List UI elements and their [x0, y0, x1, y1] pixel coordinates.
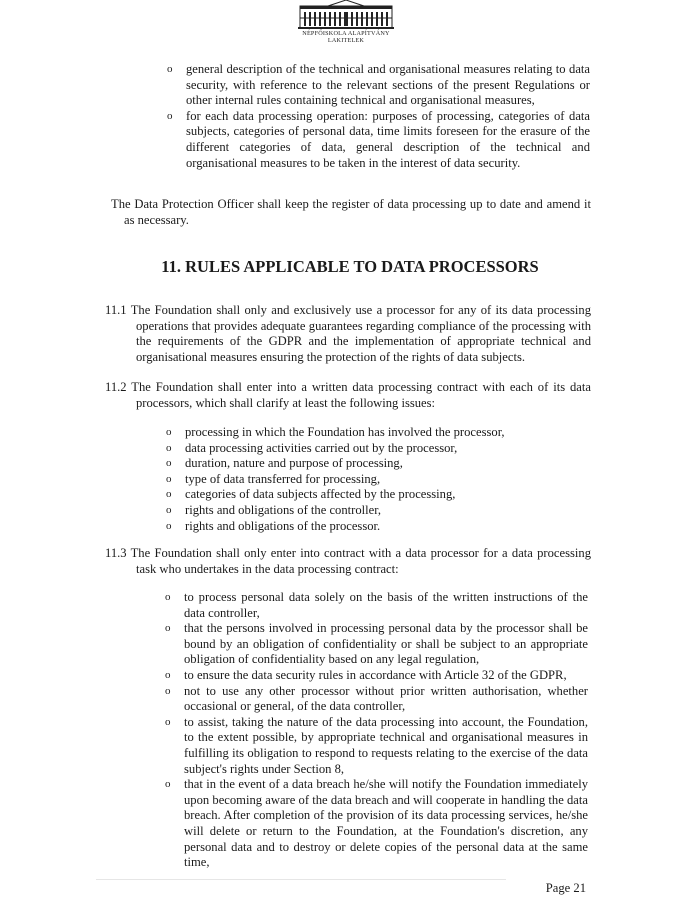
bullet-marker: o — [166, 503, 172, 516]
bullet-marker: o — [166, 441, 172, 454]
top-bullet-list — [167, 62, 590, 171]
bullet-marker: o — [165, 591, 171, 603]
list-item-text: that in the event of a data breach he/she will notify the Foundation immediately upon becoming aware of the data breach and will cooperate in handling the data breach. After completion of the provision of its data processing services, he/she will delete or return to the Foundation, at the Foundation's discretion, any personal data and to destroy or delete copies of the personal data at the same time, — [184, 777, 588, 870]
bullet-marker: o — [166, 457, 172, 470]
list-item-text: that the persons involved in processing personal data by the processor shall be bound by an obligation of confidentiality or shall be subject to an appropriate obligation of confidentiality based on any legal regulation, — [184, 621, 588, 667]
page-number: Page 21 — [545, 881, 586, 895]
list-item — [166, 456, 565, 472]
list-item — [166, 487, 565, 503]
list-item-text: to process personal data solely on the basis of the written instructions of the data controller, — [184, 590, 588, 620]
logo-name-line1: NÉPFŐISKOLA ALAPÍTVÁNY — [302, 30, 390, 37]
list-item-text: to ensure the data security rules in accordance with Article 32 of the GDPR, — [184, 667, 567, 682]
list-item-text: rights and obligations of the controller, — [185, 502, 382, 517]
list-item — [166, 471, 565, 488]
list-item-text: data processing activities carried out by the processor, — [185, 440, 458, 455]
clause-11-1 — [105, 303, 591, 365]
clause-number: 11.1 — [105, 303, 127, 317]
section-heading: 11. RULES APPLICABLE TO DATA PROCESSORS — [161, 257, 539, 276]
list-item — [165, 621, 588, 668]
clause-number: 11.3 — [105, 546, 127, 560]
bullet-marker: o — [167, 63, 173, 75]
footer-divider — [96, 879, 506, 880]
list-item — [166, 440, 565, 457]
bullet-marker: o — [166, 488, 172, 501]
dpo-paragraph-text: The Data Protection Officer shall keep the register of data processing up to date and amend it as necessary. — [111, 197, 591, 227]
clause-11-3-list — [165, 590, 588, 871]
list-item-text: type of data transferred for processing, — [185, 471, 381, 486]
clause-text: The Foundation shall only enter into contract with a data processor for a data processing task who undertakes in the data processing contract: — [130, 546, 591, 576]
clause-number: 11.2 — [105, 380, 127, 394]
bullet-marker: o — [166, 519, 172, 532]
list-item — [167, 62, 590, 109]
bullet-marker: o — [165, 622, 171, 635]
clause-11-3 — [105, 546, 591, 577]
list-item-text: rights and obligations of the processor. — [185, 518, 381, 533]
list-item — [166, 425, 565, 441]
clause-text: The Foundation shall enter into a written data processing contract with each of its data processors, which shall clarify at least the following issues: — [131, 380, 591, 410]
list-item — [165, 777, 588, 871]
list-item — [166, 502, 565, 519]
bullet-marker: o — [165, 778, 171, 791]
bullet-marker: o — [167, 109, 173, 122]
bullet-marker: o — [165, 668, 171, 681]
bullet-marker: o — [166, 426, 172, 438]
list-item — [167, 108, 590, 171]
list-item — [165, 714, 588, 777]
bullet-marker: o — [165, 684, 171, 697]
list-item — [166, 518, 565, 535]
list-item-text: categories of data subjects affected by the processing, — [185, 487, 456, 502]
list-item-text: for each data processing operation: purposes of processing, categories of data subjects, categories of personal data, time limits foreseen for the erasure of the different categories of data, general description of the technical and organisational measures to be taken in the interest of data security. — [186, 108, 590, 170]
list-item — [165, 683, 588, 715]
clause-text: The Foundation shall only and exclusively use a processor for any of its data processing operations that provides adequate guarantees regarding compliance of the processing with the requirements of the GDPR and the implementation of appropriate technical and organisational measures ensuring the protection of the rights of data subjects. — [130, 303, 591, 364]
logo-name-line2: LAKITELEK — [327, 37, 365, 44]
list-item — [165, 590, 588, 621]
bullet-marker: o — [166, 472, 172, 485]
foundation-logo — [296, 0, 396, 48]
list-item-text: not to use any other processor without prior written authorisation, whether occasional or general, of the data controller, — [184, 683, 588, 714]
dpo-paragraph — [111, 197, 591, 228]
bullet-marker: o — [165, 715, 171, 728]
clause-11-2 — [105, 380, 591, 411]
list-item-text: general description of the technical and organisational measures relating to data security, with reference to the relevant sections of the present Regulations or other internal rules containing technical and organisational measures, — [186, 62, 590, 108]
list-item — [165, 667, 588, 684]
list-item-text: duration, nature and purpose of processing, — [185, 456, 403, 471]
list-item-text: processing in which the Foundation has involved the processor, — [185, 425, 505, 439]
list-item-text: to assist, taking the nature of the data processing into account, the Foundation, to the extent possible, by appropriate technical and organisational measures in fulfilling its obligation to respond to requests relating to the exercise of the data subject's rights under Section 8, — [184, 714, 588, 776]
building-logo-icon — [298, 0, 394, 30]
clause-11-2-list — [166, 425, 565, 534]
